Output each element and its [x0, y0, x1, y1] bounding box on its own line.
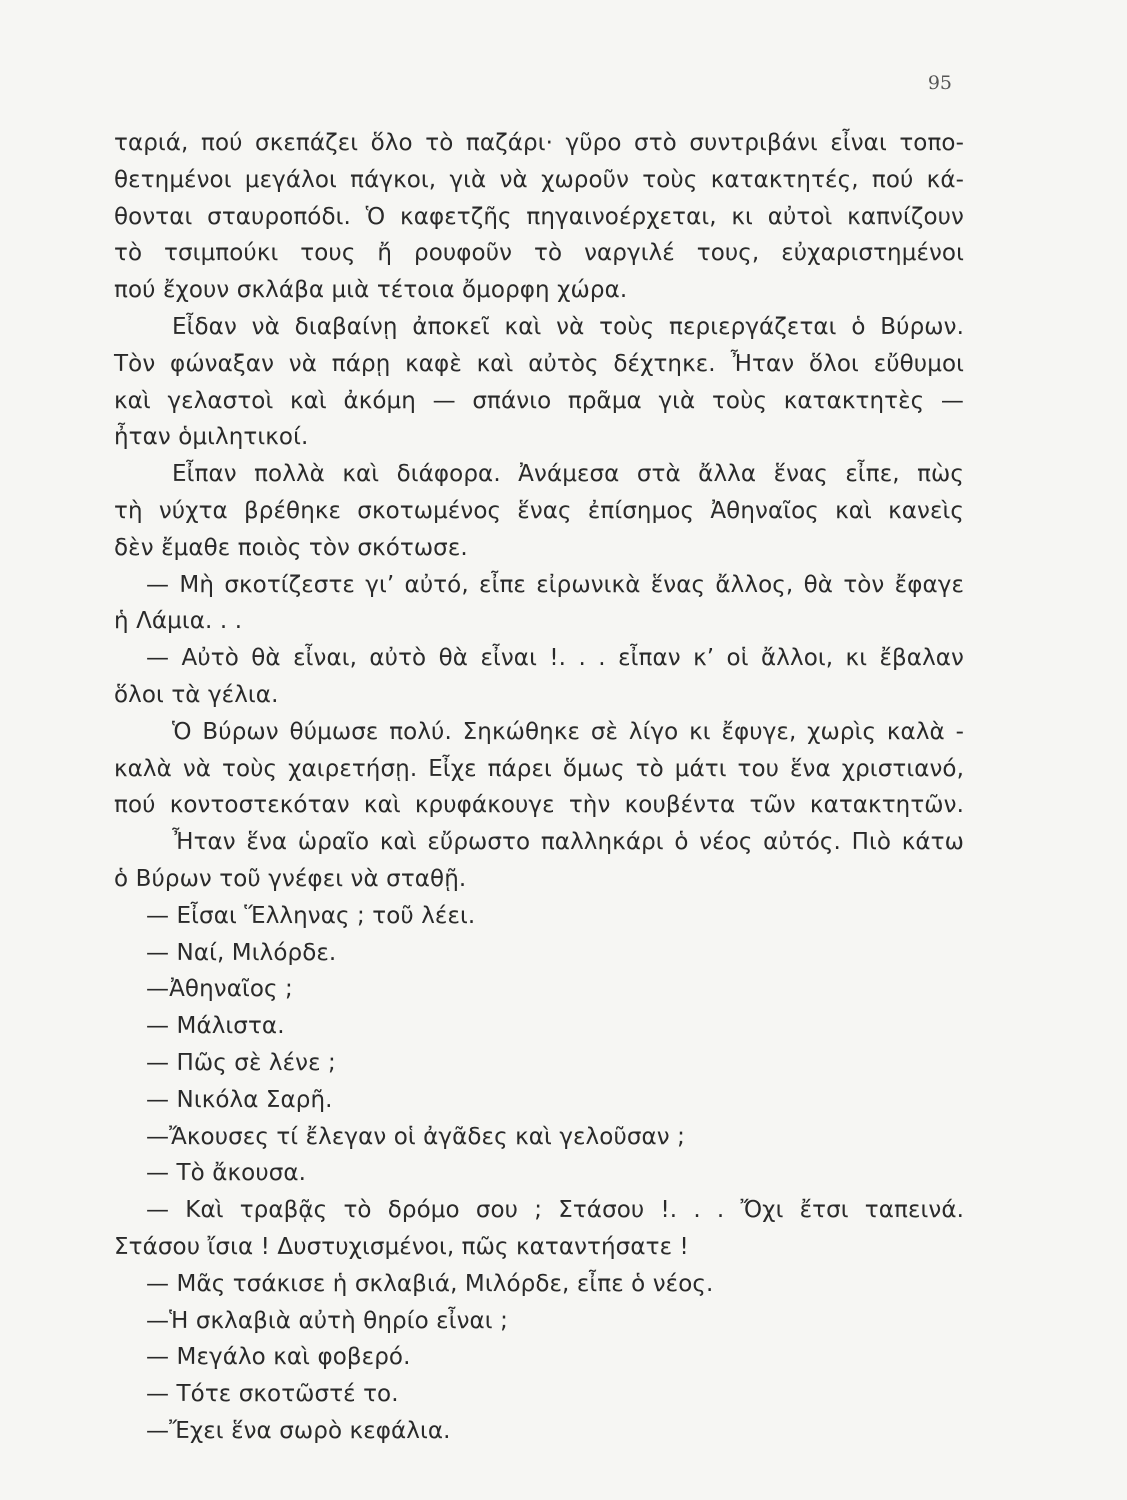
- text-line: — Ναί, Μιλόρδε.: [146, 939, 337, 966]
- text-line: Εἶδαν νὰ διαβαίνῃ ἀποκεῖ καὶ νὰ τοὺς περιεργάζεται ὁ Βύρων.: [172, 313, 964, 340]
- text-line: — Εἶσαι Ἕλληνας ; τοῦ λέει.: [146, 902, 476, 929]
- text-line: — Πῶς σὲ λένε ;: [146, 1049, 336, 1076]
- body-text: [114, 125, 964, 1450]
- text-line: Ἦταν ἕνα ὡραῖο καὶ εὔρωστο παλληκάρι ὁ νέος αὐτός. Πιὸ κάτω: [172, 829, 964, 856]
- page-number: 95: [927, 72, 952, 94]
- text-line: — Μεγάλο καὶ φοβερό.: [146, 1344, 411, 1371]
- text-line: τὸ τσιμπούκι τους ἤ ρουφοῦν τὸ ναργιλέ τους, εὐχαριστημένοι: [114, 240, 964, 267]
- text-line: — Τὸ ἄκουσα.: [146, 1160, 307, 1187]
- text-line: καὶ γελαστοὶ καὶ ἀκόμη — σπάνιο πρᾶμα γιὰ τοὺς κατακτητὲς —: [114, 387, 964, 414]
- text-line: θονται σταυροπόδι. Ὁ καφετζῆς πηγαινοέρχεται, κι αὐτοὶ καπνίζουν: [114, 203, 964, 230]
- text-line: ἡ Λάμια. . .: [114, 608, 243, 635]
- text-line: ὁ Βύρων τοῦ γνέφει νὰ σταθῇ.: [114, 865, 467, 892]
- text-line: —Ἔχει ἕνα σωρὸ κεφάλια.: [146, 1417, 451, 1444]
- text-line: —Ἡ σκλαβιὰ αὐτὴ θηρίο εἶναι ;: [146, 1307, 508, 1334]
- text-line: καλὰ νὰ τοὺς χαιρετήσῃ. Εἶχε πάρει ὅμως τὸ μάτι του ἕνα χριστιανό,: [114, 755, 964, 782]
- text-line: δὲν ἔμαθε ποιὸς τὸν σκότωσε.: [114, 534, 468, 561]
- text-line: — Καὶ τραβᾷς τὸ δρόμο σου ; Στάσου !. . . Ὄχι ἔτσι ταπεινά.: [146, 1197, 964, 1224]
- text-line: — Μάλιστα.: [146, 1013, 285, 1040]
- text-line: —Ἀθηναῖος ;: [146, 976, 293, 1003]
- text-line: — Μᾶς τσάκισε ἡ σκλαβιά, Μιλόρδε, εἶπε ὁ νέος.: [146, 1270, 714, 1297]
- text-line: ταριά, πού σκεπάζει ὅλο τὸ παζάρι· γῦρο στὸ συντριβάνι εἶναι τοπο-: [114, 130, 964, 156]
- text-line: — Τότε σκοτῶστέ το.: [146, 1381, 399, 1408]
- text-line: — Νικόλα Σαρῆ.: [146, 1086, 333, 1113]
- text-line: ὅλοι τὰ γέλια.: [114, 681, 279, 708]
- text-line: — Μὴ σκοτίζεστε γι’ αὐτό, εἶπε εἰρωνικὰ ἕνας ἄλλος, θὰ τὸν ἔφαγε: [146, 571, 964, 598]
- text-line: θετημένοι μεγάλοι πάγκοι, γιὰ νὰ χωροῦν τοὺς κατακτητές, πού κά-: [114, 166, 964, 193]
- text-line: Ὁ Βύρων θύμωσε πολύ. Σηκώθηκε σὲ λίγο κι ἔφυγε, χωρὶς καλὰ -: [172, 718, 964, 745]
- text-line: Στάσου ἴσια ! Δυστυχισμένοι, πῶς καταντήσατε !: [114, 1233, 689, 1260]
- text-line: Εἶπαν πολλὰ καὶ διάφορα. Ἀνάμεσα στὰ ἄλλα ἕνας εἶπε, πὼς: [172, 461, 964, 488]
- text-line: —Ἄκουσες τί ἔλεγαν οἱ ἀγᾶδες καὶ γελοῦσαν ;: [146, 1123, 685, 1150]
- text-line: πού ἔχουν σκλάβα μιὰ τέτοια ὄμορφη χώρα.: [114, 277, 628, 304]
- text-line: Τὸν φώναξαν νὰ πάρῃ καφὲ καὶ αὐτὸς δέχτηκε. Ἦταν ὅλοι εὔθυμοι: [114, 350, 964, 377]
- text-line: πού κοντοστεκόταν καὶ κρυφάκουγε τὴν κουβέντα τῶν κατακτητῶν.: [114, 792, 964, 819]
- text-line: ἦταν ὁμιλητικοί.: [114, 424, 309, 451]
- text-line: τὴ νύχτα βρέθηκε σκοτωμένος ἕνας ἐπίσημος Ἀθηναῖος καὶ κανεὶς: [114, 497, 964, 524]
- text-line: — Αὐτὸ θὰ εἶναι, αὐτὸ θὰ εἶναι !. . . εἶπαν κ’ οἱ ἄλλοι, κι ἔβαλαν: [146, 645, 964, 672]
